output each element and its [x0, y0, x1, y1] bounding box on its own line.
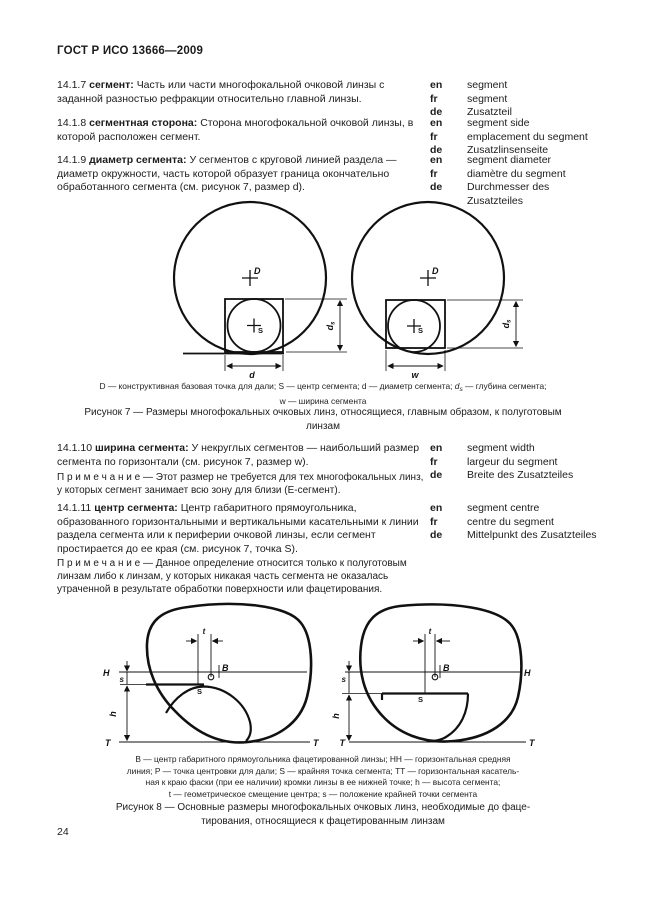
translation-row: [430, 456, 606, 470]
translations: [430, 442, 606, 483]
lang-term: emplacement du segment: [467, 130, 588, 143]
translation-row: [430, 93, 606, 107]
dim-h-label: h: [108, 711, 118, 717]
term-14-1-11: [57, 502, 606, 556]
term-definition: [57, 117, 425, 158]
page-number: 24: [57, 826, 69, 838]
lang-term: Zusatzteil: [467, 106, 512, 118]
lang-code: de: [430, 469, 443, 481]
line-h-label: H: [103, 668, 110, 678]
lang-term: segment: [467, 92, 508, 105]
lang-code: en: [430, 117, 443, 129]
point-s-label: S: [258, 326, 264, 335]
translation-row: [430, 131, 606, 145]
figure8-legend: [40, 754, 606, 800]
lang-code: en: [430, 79, 443, 91]
term-14-1-8: [57, 117, 606, 158]
term-number: 14.1.8: [57, 117, 87, 129]
point-s-label: S: [418, 326, 424, 335]
term-number: 14.1.9: [57, 154, 87, 166]
lang-term: Durchmesser des Zusatzteiles: [467, 181, 550, 207]
lang-code: en: [430, 154, 443, 166]
term-definition-text: Центр габаритного прямоугольника, образованного горизонтальными и вертикальными касательными к линии раздела сегмента или к периферии очковой линзы, если сегмент простирается до ее края (см. рисунок 7, точка S).: [57, 502, 419, 555]
lens-outline: [147, 604, 311, 743]
legend-symbol-d: d: [454, 381, 460, 391]
figure8-caption: [40, 801, 606, 828]
legend-line: t — геометрическое смещение центра; s — положение крайней точки сегмента: [168, 788, 478, 799]
figure7-diagram: [40, 198, 606, 380]
lang-code: de: [430, 529, 443, 541]
term-title: сегмент:: [89, 79, 134, 91]
translation-row: [430, 502, 606, 516]
caption-line: Рисунок 8 — Основные размеры многофокальных очковых линз, необходимые до фаце-: [115, 802, 531, 813]
lens-outline: [360, 604, 521, 741]
legend-line: линия; P — точка центровки для дали; S — крайняя точка сегмента; TT — горизонтальная касатель-: [126, 765, 520, 776]
point-d-label: D: [432, 266, 439, 276]
translation-row: [430, 516, 606, 530]
lang-term: diamètre du segment: [467, 167, 566, 180]
translation-row: [430, 79, 606, 93]
translation-row: [430, 529, 606, 543]
lang-term: centre du segment: [467, 515, 554, 528]
lang-code: de: [430, 106, 443, 118]
dim-ds-label: ds: [325, 321, 337, 331]
dim-ds-extension-lines: [285, 299, 347, 352]
term-definition-text: У сегментов с круговой линией раздела — диаметр окружности, часть которой образует граница окончательно обработанного сегмента (см. рисунок 7, размер d).: [57, 154, 397, 193]
point-b-label: B: [443, 663, 450, 673]
term-number: 14.1.10: [57, 442, 93, 454]
dim-t-label: t: [202, 627, 206, 636]
segment-right-arc: [433, 694, 468, 742]
term-title: диаметр сегмента:: [89, 154, 187, 166]
term-14-1-7: [57, 79, 606, 120]
term-definition: [57, 79, 425, 120]
lang-code: fr: [430, 167, 438, 180]
dim-d-label: d: [249, 370, 255, 380]
line-t-label: T: [313, 738, 319, 748]
lang-code: fr: [430, 92, 438, 105]
line-t-label: T: [105, 738, 111, 748]
legend-text: D — конструктивная базовая точка для дали; S — центр сегмента; d — диаметр сегмента;: [99, 381, 455, 391]
point-s-label: S: [196, 687, 202, 696]
term-number: 14.1.7: [57, 79, 87, 91]
lang-term: segment diameter: [467, 154, 552, 166]
lang-term: segment width: [467, 442, 535, 454]
lang-code: en: [430, 442, 443, 454]
lang-code: fr: [430, 515, 438, 528]
term-definition-text: Сторона многофокальной очковой линзы, в которой расположен сегмент.: [57, 117, 414, 143]
dim-ds-label: ds: [501, 319, 513, 329]
line-t-label: T: [529, 738, 535, 748]
lang-term: segment side: [467, 117, 530, 129]
translation-row: [430, 117, 606, 131]
translation-row: [430, 168, 606, 182]
lang-term: Zusatzlinsenseite: [467, 144, 549, 156]
legend-line: ная к краю фаски (при ее наличии) кромки линзы в ее нижней точке; h — высота сегмента;: [145, 777, 501, 787]
note-14-1-10: П р и м е ч а н и е — Этот размер не требуется для тех многофокальных линз, у которых сегмент занимает всю зону для близи (E-сегмент).: [57, 472, 424, 496]
figure7-caption: [40, 406, 606, 433]
term-title: центр сегмента:: [94, 502, 178, 514]
translation-row: [430, 154, 606, 168]
dim-w-label: w: [411, 370, 419, 380]
page-header: ГОСТ Р ИСО 13666—2009: [57, 45, 204, 57]
lang-code: fr: [430, 455, 438, 468]
dim-t-label: t: [428, 627, 432, 636]
term-title: сегментная сторона:: [89, 117, 198, 129]
term-definition: [57, 502, 425, 556]
translation-row: [430, 469, 606, 483]
legend-symbol-d-sub: s: [459, 386, 463, 393]
dim-d-extension-lines: [225, 355, 283, 371]
term-definition-text: У некруглых сегментов — наибольший размер сегмента по горизонтали (см. рисунок 7, размер w).: [57, 442, 420, 468]
point-b-label: B: [222, 663, 229, 673]
point-s-label: S: [417, 695, 423, 704]
translations: [430, 79, 606, 120]
caption-line: Рисунок 7 — Размеры многофокальных очковых линз, относящиеся, главным образом, к полуготовым: [84, 407, 562, 418]
translation-row: [430, 442, 606, 456]
dim-s-label: s: [119, 675, 124, 684]
figure8-diagram: [40, 596, 606, 760]
lang-term: Breite des Zusatzteiles: [467, 469, 574, 481]
note-14-1-11: П р и м е ч а н и е — Данное определение относится только к полуготовым линзам либо к линзам, у которых никакая часть сегмента не оказалась утраченной в результате обработки поверхности или фацетирования.: [57, 558, 407, 595]
lang-term: largeur du segment: [467, 455, 558, 468]
legend-line: B — центр габаритного прямоугольника фацетированной линзы; HH — горизонтальная средняя: [135, 754, 511, 764]
dim-s-label: s: [341, 675, 346, 684]
lang-term: segment: [467, 79, 508, 91]
lang-code: de: [430, 181, 443, 193]
figure7-legend: [40, 381, 606, 408]
legend-text: — глубина сегмента;: [462, 381, 547, 391]
dim-ds-extension-lines: [447, 300, 523, 348]
point-d-label: D: [254, 266, 261, 276]
translations: [430, 502, 606, 556]
term-definition-text: Часть или части многофокальной очковой линзы с заданной разностью рефракции относительно главной линзы.: [57, 79, 385, 105]
lang-code: fr: [430, 130, 438, 143]
lang-code: de: [430, 144, 443, 156]
dim-h-label: h: [331, 713, 341, 719]
translations: [430, 117, 606, 158]
term-number: 14.1.11: [57, 502, 92, 514]
caption-line: линзам: [306, 420, 340, 432]
line-h-label: H: [524, 668, 531, 678]
lang-term: Mittelpunkt des Zusatzteiles: [467, 529, 597, 541]
caption-line: тирования, относящиеся к фацетированным линзам: [201, 815, 445, 827]
term-title: ширина сегмента:: [94, 442, 189, 454]
lang-term: segment centre: [467, 502, 540, 514]
lang-code: en: [430, 502, 443, 514]
legend-text: w — ширина сегмента: [279, 395, 367, 406]
line-t-label: T: [339, 738, 345, 748]
